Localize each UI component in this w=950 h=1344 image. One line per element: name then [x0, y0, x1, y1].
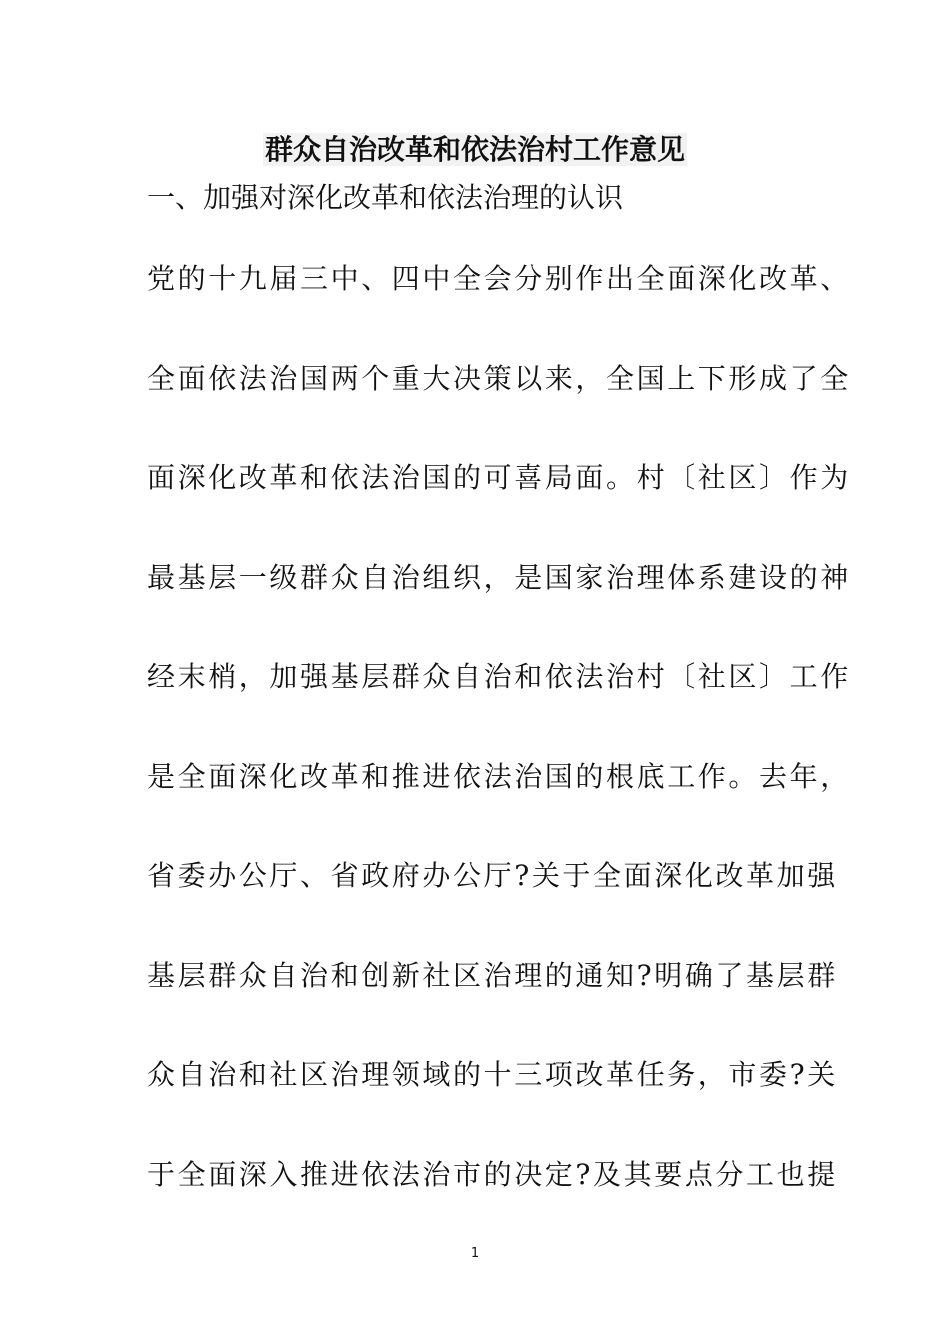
document-title: [0, 128, 950, 172]
body-line: 于全面深入推进依法治市的决定?及其要点分工也提: [147, 1157, 838, 1191]
body-line: 省委办公厅、省政府办公厅?关于全面深化改革加强: [147, 859, 838, 892]
body-line: 是全面深化改革和推进依法治国的根底工作。去年，: [147, 759, 851, 793]
section-heading: 一、加强对深化改革和依法治理的认识: [147, 181, 624, 214]
body-text: [147, 257, 851, 1252]
body-line: 面深化改革和依法治国的可喜局面。村〔社区〕作为: [147, 461, 851, 494]
body-line: 基层群众自治和创新社区治理的通知?明确了基层群: [147, 958, 838, 992]
body-line: 党的十九届三中、四中全会分别作出全面深化改革、: [147, 262, 851, 295]
body-line: 全面依法治国两个重大决策以来，全国上下形成了全: [147, 361, 851, 395]
page-number: 1: [470, 1246, 480, 1261]
body-line: 经末梢，加强基层群众自治和依法治村〔社区〕工作: [147, 660, 851, 693]
body-line: 众自治和社区治理领域的十三项改革任务，市委?关: [147, 1058, 838, 1091]
body-line: 最基层一级群众自治组织，是国家治理体系建设的神: [147, 560, 851, 594]
document-title-text: 群众自治改革和依法治村工作意见: [264, 133, 685, 166]
